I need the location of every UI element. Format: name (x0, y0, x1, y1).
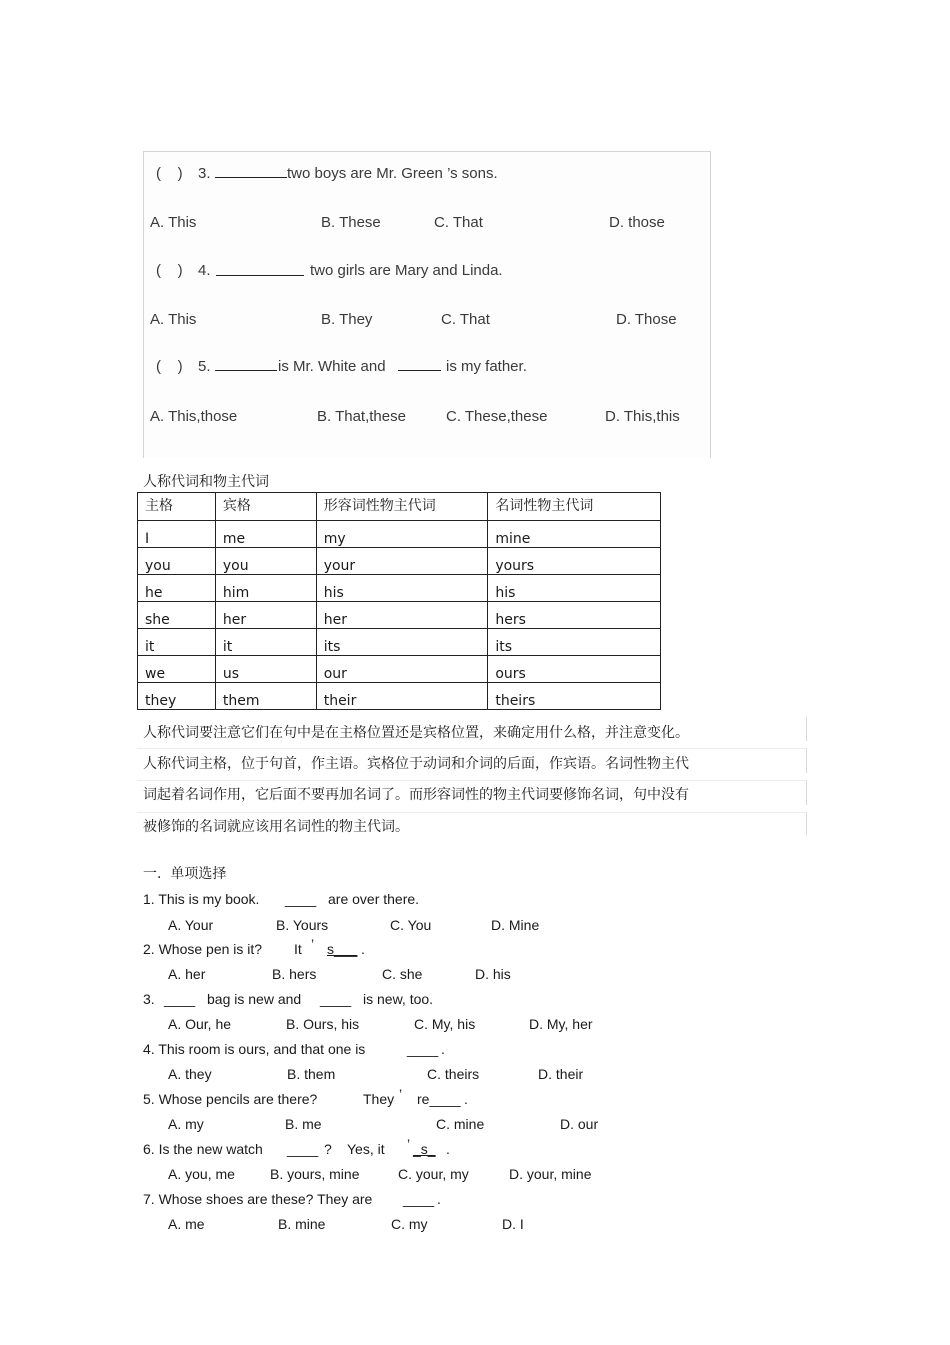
table-cell: his (316, 575, 488, 602)
pronoun-table (137, 492, 661, 710)
table-header-row (138, 493, 661, 521)
ex3-option-d: D. My, her (529, 1016, 593, 1032)
table-row (138, 548, 661, 575)
table-cell: its (316, 629, 488, 656)
ex5-option-b: B. me (285, 1116, 322, 1132)
ex5-stem: 5. Whose pencils are there? (143, 1091, 318, 1107)
scanned-exercise-image (143, 151, 711, 458)
ex5-option-c: C. mine (436, 1116, 485, 1132)
table-cell: yours (488, 548, 661, 575)
note-frame (806, 813, 807, 835)
q5-paren: ( ) (156, 358, 183, 375)
q5-text-b: is my father. (446, 358, 527, 375)
ex4-blank: ____ (407, 1041, 439, 1057)
table-cell: it (215, 629, 316, 656)
ex1-option-a: A. Your (168, 917, 214, 933)
ex3-option-b: B. Ours, his (286, 1016, 360, 1032)
table-cell: her (316, 602, 488, 629)
ex4-option-a: A. they (168, 1066, 212, 1082)
q3-paren: ( ) (156, 165, 183, 182)
ex6-option-b: B. yours, mine (270, 1166, 360, 1182)
ex6-option-a: A. you, me (168, 1166, 235, 1182)
q5-number: 5. (198, 358, 211, 375)
ex2-answer: s___ (327, 941, 358, 957)
ex3-stem-end: is new, too. (363, 991, 434, 1007)
note-frame (806, 749, 807, 773)
ex3-blank-2: ____ (320, 991, 352, 1007)
table-cell: ours (488, 656, 661, 683)
note-line-1: 人称代词要注意它们在句中是在主格位置还是宾格位置，来确定用什么格，并注意变化。 (143, 725, 689, 741)
ex4-option-b: B. them (287, 1066, 336, 1082)
note-line-4: 被修饰的名词就应该用名词性的物主代词。 (143, 819, 409, 835)
q3-option-a: A. This (150, 214, 197, 231)
header-adjective-possessive: 形容词性物主代词 (316, 493, 488, 521)
header-objective: 宾格 (215, 493, 316, 521)
note-divider (137, 812, 807, 813)
table-cell: their (316, 683, 488, 710)
ex5-period: . (464, 1091, 468, 1107)
q4-paren: ( ) (156, 262, 183, 279)
ex4-stem: 4. This room is ours, and that one is (143, 1041, 366, 1057)
q4-option-d: D. Those (616, 311, 677, 328)
ex6-question-mark: ? (324, 1141, 332, 1157)
table-cell: his (488, 575, 661, 602)
ex2-option-d: D. his (475, 966, 511, 982)
note-frame (806, 781, 807, 805)
ex1-option-b: B. Yours (276, 917, 329, 933)
table-cell: our (316, 656, 488, 683)
q4-text: two girls are Mary and Linda. (310, 262, 503, 279)
q5-option-c: C. These,these (446, 408, 548, 425)
ex5-blank: re____ (417, 1091, 461, 1107)
ex7-blank: ____ (403, 1191, 435, 1207)
table-row (138, 683, 661, 710)
q4-option-b: B. They (321, 311, 373, 328)
q5-option-b: B. That,these (317, 408, 406, 425)
header-noun-possessive: 名词性物主代词 (488, 493, 661, 521)
q3-blank (215, 165, 287, 182)
q5-text-a: is Mr. White and (278, 358, 386, 375)
ex6-blank: ____ (287, 1141, 319, 1157)
table-cell: my (316, 521, 488, 548)
q5-option-a: A. This,those (150, 408, 238, 425)
ex4-option-d: D. their (538, 1066, 584, 1082)
table-cell: she (138, 602, 216, 629)
note-divider (137, 748, 807, 749)
table-cell: us (215, 656, 316, 683)
q4-number: 4. (198, 262, 211, 279)
q3-option-b: B. These (321, 214, 381, 231)
table-cell: you (138, 548, 216, 575)
table-title: 人称代词和物主代词 (143, 474, 269, 490)
ex3-option-c: C. My, his (414, 1016, 476, 1032)
table-cell: him (215, 575, 316, 602)
q3-option-c: C. That (434, 214, 483, 231)
q5-blank-1 (215, 358, 277, 375)
q5-blank-2 (398, 358, 441, 375)
note-line-2: 人称代词主格，位于句首，作主语。宾格位于动词和介词的后面，作宾语。名词性物主代 (143, 756, 689, 772)
ex6-period: . (446, 1141, 450, 1157)
ex2-stem: 2. Whose pen is it? (143, 941, 263, 957)
table-cell: I (138, 521, 216, 548)
table-cell: you (215, 548, 316, 575)
q4-blank (216, 262, 304, 280)
ex1-stem-end: are over there. (328, 891, 420, 907)
table-cell: its (488, 629, 661, 656)
ex5-they: They (363, 1091, 395, 1107)
ex7-option-d: D. I (502, 1216, 524, 1232)
table-cell: mine (488, 521, 661, 548)
ex2-option-b: B. hers (272, 966, 317, 982)
exercise-heading: 一. 单项选择 (143, 866, 227, 882)
ex2-period: . (361, 941, 365, 957)
table-row (138, 629, 661, 656)
table-cell: he (138, 575, 216, 602)
table-cell: it (138, 629, 216, 656)
table-row (138, 602, 661, 629)
note-frame (806, 717, 807, 741)
ex3-option-a: A. Our, he (168, 1016, 232, 1032)
table-cell: hers (488, 602, 661, 629)
q3-text: two boys are Mr. Green ’s sons. (287, 165, 498, 182)
table-cell: your (316, 548, 488, 575)
ex2-apostrophe: ’ (311, 936, 315, 952)
ex6-option-c: C. your, my (398, 1166, 469, 1182)
ex7-period: . (437, 1191, 441, 1207)
table-cell: her (215, 602, 316, 629)
ex6-option-d: D. your, mine (509, 1166, 592, 1182)
ex7-stem: 7. Whose shoes are these? They are (143, 1191, 373, 1207)
ex4-option-c: C. theirs (427, 1066, 480, 1082)
q4-option-c: C. That (441, 311, 490, 328)
ex3-stem: bag is new and (207, 991, 302, 1007)
table-row (138, 521, 661, 548)
note-divider (137, 780, 807, 781)
q5-option-d: D. This,this (605, 408, 680, 425)
ex2-option-a: A. her (168, 966, 206, 982)
ex4-period: . (441, 1041, 445, 1057)
ex5-option-d: D. our (560, 1116, 599, 1132)
ex7-option-a: A. me (168, 1216, 205, 1232)
ex2-option-c: C. she (382, 966, 423, 982)
q4-option-a: A. This (150, 311, 197, 328)
note-line-3: 词起着名词作用，它后面不要再加名词了。而形容词性的物主代词要修饰名词，句中没有 (143, 787, 689, 803)
q3-number: 3. (198, 165, 211, 182)
ex1-option-d: D. Mine (491, 917, 540, 933)
table-cell: me (215, 521, 316, 548)
ex1-option-c: C. You (390, 917, 432, 933)
table-cell: theirs (488, 683, 661, 710)
ex1-blank: ____ (285, 891, 317, 907)
ex5-option-a: A. my (168, 1116, 204, 1132)
table-row (138, 575, 661, 602)
table-cell: them (215, 683, 316, 710)
ex6-answer: _s_ (413, 1141, 436, 1157)
header-subjective: 主格 (138, 493, 216, 521)
ex7-option-c: C. my (391, 1216, 428, 1232)
ex6-reply: Yes, it (347, 1141, 385, 1157)
table-row (138, 656, 661, 683)
ex2-it: It (294, 941, 302, 957)
ex6-stem: 6. Is the new watch (143, 1141, 263, 1157)
ex5-apostrophe: ’ (399, 1086, 403, 1102)
ex6-apostrophe: ’ (407, 1136, 411, 1152)
ex3-blank-1: ____ (164, 991, 196, 1007)
table-cell: we (138, 656, 216, 683)
ex3-number: 3. (143, 991, 155, 1007)
ex1-stem: 1. This is my book. (143, 891, 260, 907)
table-cell: they (138, 683, 216, 710)
ex7-option-b: B. mine (278, 1216, 326, 1232)
q3-option-d: D. those (609, 214, 665, 231)
